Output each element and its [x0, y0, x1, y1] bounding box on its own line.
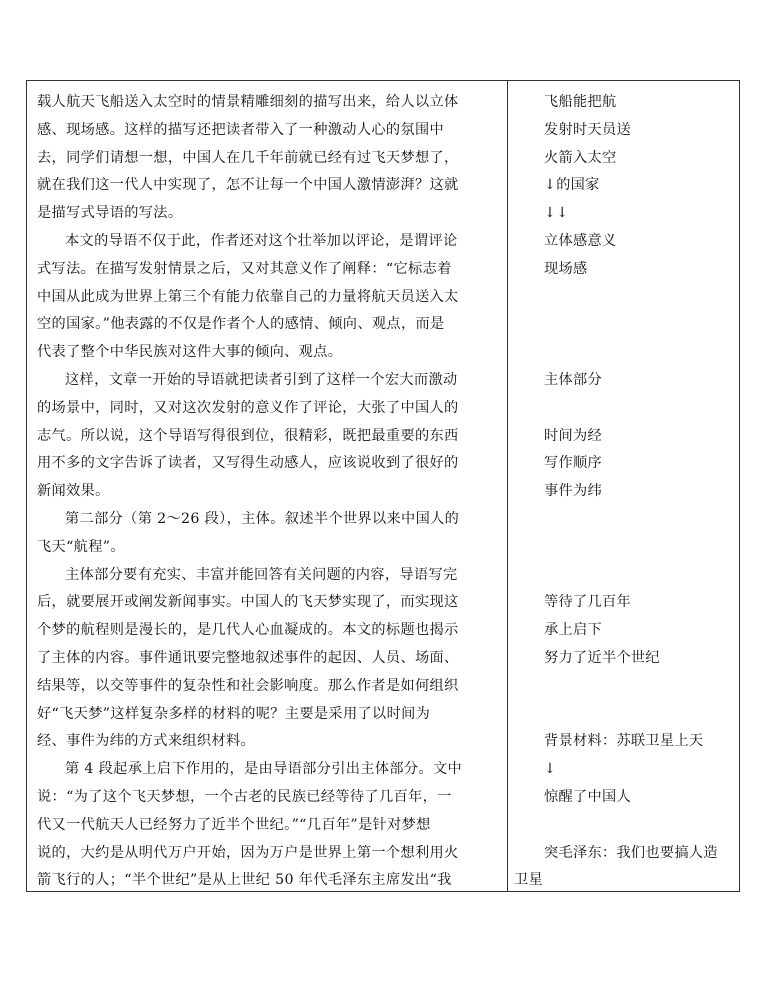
annotation-column — [508, 89, 740, 895]
annotation-note — [508, 562, 740, 590]
text-line: 的场景中，同时，又对这次发射的意义作了评论，大张了中国人的 — [37, 399, 459, 416]
text-line: 个梦的航程则是漫长的，是几代人心血凝成的。本文的标题也揭示 — [37, 622, 459, 639]
text-line: 是描写式导语的写法。 — [37, 205, 183, 222]
text-line: 了主体的内容。事件通讯要完整地叙述事件的起因、人员、场面、 — [37, 649, 459, 666]
text-line: 好“飞天梦”这样复杂多样的材料的呢？主要是采用了以时间为 — [37, 705, 431, 722]
annotation-note — [508, 395, 740, 423]
text-line: 载人航天飞船送入太空时的情景精雕细刻的描写出来，给人以立体 — [37, 94, 459, 110]
annotation-note: 主体部分 — [544, 371, 602, 388]
annotation-note — [508, 701, 740, 729]
text-line: 主体部分要有充实、丰富并能回答有关问题的内容，导语写完 — [65, 566, 458, 583]
annotation-note: 时间为经 — [544, 427, 602, 444]
text-line: 空的国家。”他表露的不仅是作者个人的感情、倾向、观点，而是 — [37, 316, 445, 333]
annotation-note: 火箭入太空 — [544, 149, 617, 166]
text-line: 就在我们这一代人中实现了，怎不让每一个中国人激情澎湃？这就 — [37, 177, 459, 194]
text-line: 说：“为了这个飞天梦想，一个古老的民族已经等待了几百年，一 — [37, 788, 452, 805]
text-line: 去，同学们请想一想，中国人在几千年前就已经有过飞天梦想了， — [37, 149, 459, 166]
annotation-note: 背景材料：苏联卫星上天 — [544, 733, 704, 750]
annotation-note: 突毛泽东：我们也要搞人造 — [544, 844, 718, 861]
text-line: 箭飞行的人；“半个世纪”是从上世纪 50 年代毛泽东主席发出“我 — [37, 872, 452, 889]
annotation-note: 飞船能把航 — [544, 94, 617, 110]
text-line: 本文的导语不仅于此，作者还对这个壮举加以评论，是谓评论 — [65, 232, 458, 249]
text-line: 中国从此成为世界上第三个有能力依靠自己的力量将航天员送入太 — [37, 288, 459, 305]
annotation-note — [508, 339, 740, 367]
annotation-note: ↓↓ — [544, 205, 569, 222]
annotation-note: 承上启下 — [544, 622, 602, 639]
text-line: 结果等，以交等事件的复杂性和社会影响度。那么作者是如何组织 — [37, 677, 459, 694]
text-line: 经、事件为纬的方式来组织材料。 — [37, 733, 256, 750]
annotation-note — [508, 506, 740, 534]
main-text-column — [37, 89, 503, 895]
annotation-note: 卫星 — [514, 872, 543, 889]
annotation-note: 发射时天员送 — [544, 121, 631, 138]
text-line: 第二部分（第 2～26 段），主体。叙述半个世界以来中国人的 — [65, 510, 460, 527]
text-line: 后，就要展开或阐发新闻事实。中国人的飞天梦实现了，而实现这 — [37, 594, 459, 611]
text-line: 式写法。在描写发射情景之后，又对其意义作了阐释：“它标志着 — [37, 260, 452, 277]
annotation-note — [508, 673, 740, 701]
annotation-note: 努力了近半个世纪 — [544, 649, 660, 666]
text-line: 新闻效果。 — [37, 483, 110, 500]
text-line: 第 4 段起承上启下作用的，是由导语部分引出主体部分。文中 — [65, 761, 463, 778]
text-line: 志气。所以说，这个导语写得很到位，很精彩，既把最重要的东西 — [37, 427, 459, 444]
annotation-note: 事件为纬 — [544, 483, 602, 500]
annotation-note: 惊醒了中国人 — [544, 788, 631, 805]
text-line: 说的，大约是从明代万户开始，因为万户是世界上第一个想利用火 — [37, 844, 459, 861]
annotation-note: 写作顺序 — [544, 455, 602, 472]
annotation-note: ↓的国家 — [544, 177, 600, 194]
annotation-note — [508, 534, 740, 562]
annotation-note: ↓ — [544, 761, 557, 778]
annotation-note: 立体感意义 — [544, 232, 617, 249]
document-table — [26, 80, 740, 892]
annotation-note — [508, 311, 740, 339]
annotation-note — [508, 284, 740, 312]
annotation-note: 现场感 — [544, 260, 588, 277]
text-line: 用不多的文字告诉了读者，又写得生动感人，应该说收到了很好的 — [37, 455, 459, 472]
text-line: 感、现场感。这样的描写还把读者带入了一种激动人心的氛围中 — [37, 121, 445, 138]
annotation-note: 等待了几百年 — [544, 594, 631, 611]
text-line: 飞天“航程”。 — [37, 538, 125, 555]
annotation-note — [508, 812, 740, 840]
text-line: 代又一代航天人已经努力了近半个世纪。”“几百年”是针对梦想 — [37, 816, 431, 833]
text-line: 这样，文章一开始的导语就把读者引到了这样一个宏大而激动 — [65, 371, 458, 388]
text-line: 代表了整个中华民族对这件大事的倾向、观点。 — [37, 344, 343, 361]
